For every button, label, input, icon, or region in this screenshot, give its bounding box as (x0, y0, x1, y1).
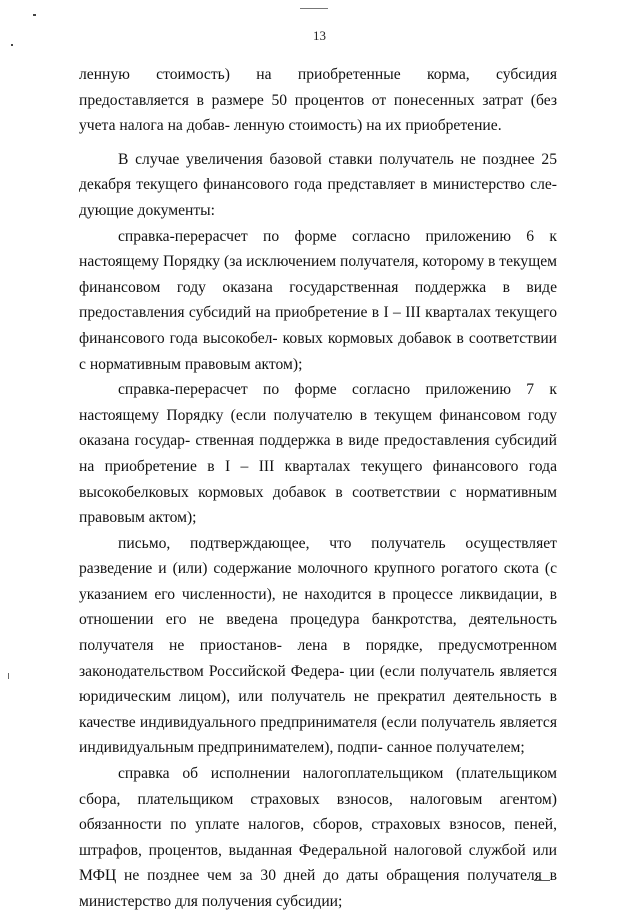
text-line: на приобретение в I – III кварталах текущего финансового года высокобел- (79, 304, 557, 347)
text-line: Порядку (если получателю в текущем финансовом году оказана государ- (79, 406, 557, 450)
text-line: В случае увеличения базовой ставки получатель не позднее (118, 150, 542, 168)
text-line: письмо, подтверждающее, что получатель осуществляет разведение (79, 534, 557, 578)
text-line: в размере 50 процентов от понесенных затрат (без учета налога на добав- (79, 91, 558, 135)
text-line: плательщиком страховых взносов, налоговым агентом) обязанности по (79, 790, 557, 834)
scan-speck (33, 14, 36, 16)
paragraph-continuation (79, 62, 557, 139)
text-line: 30 дней до даты обращения получателя в министерство для получения (79, 867, 557, 910)
text-line: 25 декабря текущего финансового года представляет в министерство сле- (79, 150, 557, 194)
text-line: году оказана государственная поддержка в виде предоставления субсидий (79, 278, 557, 322)
text-line: I – III кварталах текущего финансового года высокобелковых кормовых (79, 457, 557, 501)
text-line: Порядку (за исключением получателя, которому в текущем финансовом (79, 253, 557, 296)
text-line: ленную стоимость) на приобретенные корма, субсидия предоставляется (79, 66, 557, 109)
text-line: субсидии; (275, 893, 343, 910)
document-body (79, 62, 557, 915)
text-line: справка-перерасчет по форме согласно приложению 7 к настоящему (79, 381, 557, 424)
text-line: и (или) содержание молочного крупного рогатого скота (с указанием его (79, 560, 558, 603)
scan-speck (300, 8, 328, 9)
text-line: уплате налогов, сборов, страховых взносов, пеней, штрафов, процентов, (79, 816, 557, 859)
text-line: ственная поддержка в виде предоставления субсидий на приобретение в (79, 432, 557, 475)
text-line: ции (если получатель является юридическим лицом), или получатель не (79, 662, 557, 706)
text-line: выданная Федеральной налоговой службой или МФЦ не позднее чем за (79, 841, 557, 885)
text-line: лена в порядке, предусмотренном законодательством Российской Федера- (79, 637, 557, 680)
paragraph-base-rate (79, 147, 557, 224)
paragraph-recalc-appendix-6 (79, 224, 557, 378)
paragraph-tax-certificate (79, 761, 557, 915)
text-line: (если получатель является индивидуальным предпринимателем), подпи- (79, 713, 558, 757)
text-line: справка-перерасчет по форме согласно приложению 6 к настоящему (79, 227, 557, 271)
scan-speck (8, 673, 9, 679)
paragraph-letter (79, 531, 557, 761)
paragraph-recalc-appendix-7 (79, 377, 557, 531)
text-line: численности), не находится в процессе ликвидации, в отношении его не (79, 585, 557, 629)
text-line: санное получателем; (386, 739, 525, 757)
page-number: 13 (313, 28, 326, 43)
text-line: прекратил деятельность в качестве индивидуального предпринимателя (79, 688, 557, 731)
scan-speck (11, 44, 13, 46)
text-line: введена процедура банкротства, деятельность получателя не приостанов- (79, 611, 557, 655)
text-line: дующие документы: (79, 201, 215, 219)
text-line: добавок в соответствии с нормативным правовым актом); (79, 483, 557, 527)
text-line: ковых кормовых добавок в соответствии с нормативным правовым актом); (79, 329, 558, 373)
text-line: справка об исполнении налогоплательщиком (плательщиком сбора, (79, 765, 557, 808)
text-line: ленную стоимость) на их приобретение. (233, 117, 502, 135)
